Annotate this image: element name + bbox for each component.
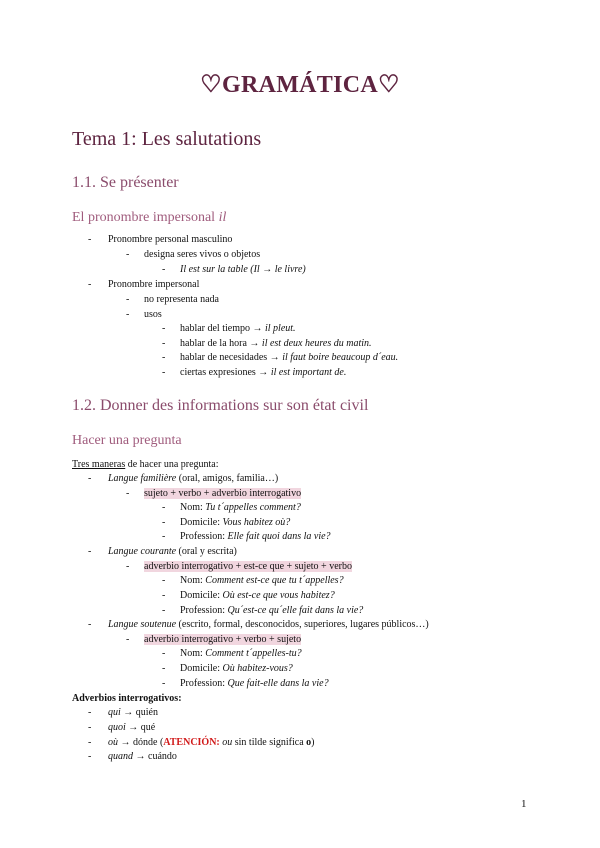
bullet-dash: - [126,561,130,572]
list-item: quoi → qué [108,722,156,733]
bullet-dash: - [162,575,166,586]
formula: sujeto + verbo + adverbio interrogativo [144,488,302,499]
chapter-title: Tema 1: Les salutations [72,128,262,150]
bullet-dash: - [88,722,92,733]
list-item: Nom: Tu t´appelles comment? [180,502,301,513]
list-item: Langue soutenue (escrito, formal, desconocidos, superiores, lugares públicos…) [108,619,429,630]
list-item: quand → cuándo [108,751,177,762]
bullet-dash: - [162,323,166,334]
bullet-dash: - [162,367,166,378]
adverbios-heading: Adverbios interrogativos: [72,693,182,704]
list-item: Nom: Comment est-ce que tu t´appelles? [180,575,344,586]
list-item: hablar del tiempo → il pleut. [180,323,296,334]
list-item: Profession: Que fait-elle dans la vie? [180,678,329,689]
bullet-dash: - [88,619,92,630]
bullet-dash: - [162,502,166,513]
list-item: Profession: Qu´est-ce qu´elle fait dans la vie? [180,605,364,616]
bullet-dash: - [88,707,92,718]
list-item: Langue courante (oral y escrita) [108,546,237,557]
bullet-dash: - [162,531,166,542]
list-item: hablar de la hora → il est deux heures du matin. [180,338,372,349]
list-item: designa seres vivos o objetos [144,249,261,260]
list-item: Pronombre personal masculino [108,234,233,245]
intro-line: Tres maneras de hacer una pregunta: [72,459,219,470]
bullet-dash: - [126,249,130,260]
section-title-1-1: 1.1. Se présenter [72,174,179,191]
formula: adverbio interrogativo + est-ce que + sujeto + verbo [144,561,352,572]
formula: adverbio interrogativo + verbo + sujeto [144,634,302,645]
list-item: Nom: Comment t´appelles-tu? [180,648,302,659]
list-item: ciertas expresiones → il est important de. [180,367,347,378]
bullet-dash: - [162,605,166,616]
subsection-title-pronombre: El pronombre impersonal il [72,210,227,225]
bullet-dash: - [126,309,130,320]
list-item: hablar de necesidades → il faut boire beaucoup d´eau. [180,352,399,363]
bullet-dash: - [88,473,92,484]
bullet-dash: - [88,234,92,245]
list-item: où → dónde (ATENCIÓN: ou sin tilde significa o) [108,737,315,748]
bullet-dash: - [162,678,166,689]
bullet-dash: - [88,546,92,557]
bullet-dash: - [162,517,166,528]
list-item: qui → quién [108,707,158,718]
bullet-dash: - [162,352,166,363]
bullet-dash: - [88,279,92,290]
bullet-dash: - [162,264,166,275]
list-item: no representa nada [144,294,219,305]
list-item: Domicile: Vous habitez où? [180,517,291,528]
page-number: 1 [521,798,527,810]
subsection-title-pregunta: Hacer una pregunta [72,433,182,448]
bullet-dash: - [88,737,92,748]
list-item: Langue familière (oral, amigos, familia…) [108,473,279,484]
bullet-dash: - [162,648,166,659]
list-item: Domicile: Où habitez-vous? [180,663,293,674]
bullet-dash: - [126,294,130,305]
list-item: Il est sur la table (Il → le livre) [180,264,306,275]
list-item: usos [144,309,162,320]
main-title: ♡GRAMÁTICA♡ [200,72,400,98]
list-item: Profession: Elle fait quoi dans la vie? [180,531,331,542]
list-item: Pronombre impersonal [108,279,200,290]
section-title-1-2: 1.2. Donner des informations sur son état civil [72,397,369,414]
list-item: Domicile: Où est-ce que vous habitez? [180,590,335,601]
bullet-dash: - [162,590,166,601]
bullet-dash: - [126,488,130,499]
bullet-dash: - [126,634,130,645]
bullet-dash: - [162,338,166,349]
bullet-dash: - [162,663,166,674]
bullet-dash: - [88,751,92,762]
